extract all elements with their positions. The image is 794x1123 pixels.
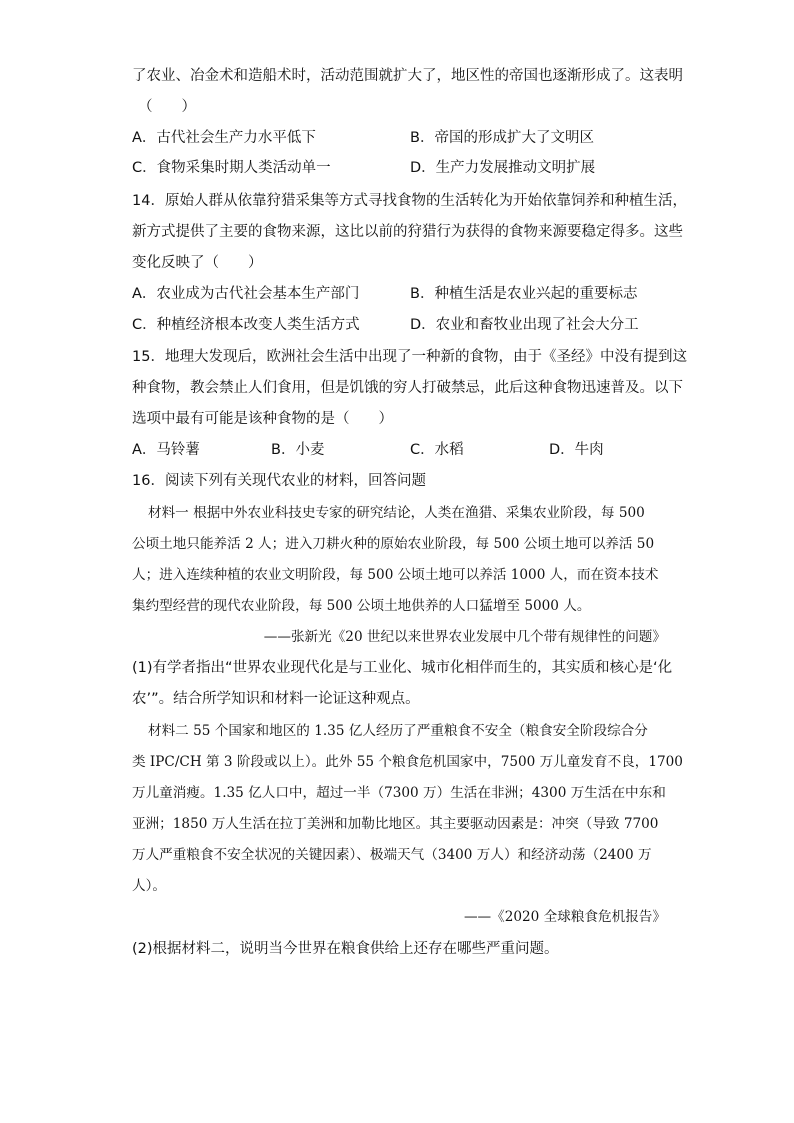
q16-sub1-line-2: 农’”。结合所学知识和材料一论证这种观点。 — [132, 691, 420, 707]
q13-option-a: A．古代社会生产力水平低下 — [132, 130, 316, 146]
q16-title: 16．阅读下列有关现代农业的材料，回答问题 — [132, 473, 426, 489]
q15-stem-line-3: 选项中最有可能是该种食物的是（ ） — [132, 411, 393, 427]
q15-option-c: C．水稻 — [410, 442, 464, 458]
q15-stem-line-2: 种食物，教会禁止人们食用，但是饥饿的穷人打破禁忌，此后这种食物迅速普及。以下 — [132, 380, 683, 396]
q13-option-c: C．食物采集时期人类活动单一 — [132, 160, 331, 176]
q13-option-b: B．帝国的形成扩大了文明区 — [410, 130, 594, 146]
q16-material2-line-4: 亚洲；1850 万人生活在拉丁美洲和加勒比地区。其主要驱动因素是：冲突（导致 7700 — [132, 816, 659, 832]
q16-material2-line-5: 万人严重粮食不安全状况的关键因素）、极端天气（3400 万人）和经济动荡（2400 万 — [132, 847, 652, 863]
q14-stem-line-2: 新方式提供了主要的食物来源，这比以前的狩猎行为获得的食物来源要稳定得多。这些 — [132, 224, 683, 240]
q13-answer-blank: （ ） — [138, 99, 196, 115]
q16-source-1: ——张新光《20 世纪以来世界农业发展中几个带有规律性的问题》 — [263, 629, 666, 645]
q15-option-d: D．牛肉 — [549, 442, 604, 458]
q14-option-b: B．种植生活是农业兴起的重要标志 — [410, 286, 638, 302]
q14-stem-line-3: 变化反映了（ ） — [132, 255, 263, 271]
q16-material1-line-3: 人；进入连续种植的农业文明阶段，每 500 公顷土地可以养活 1000 人，而在资本技术 — [132, 567, 659, 583]
q16-material1-line-2: 公顷土地只能养活 2 人；进入刀耕火种的原始农业阶段，每 500 公顷土地可以养活 50 — [132, 536, 655, 552]
q13-stem-tail: 了农业、冶金术和造船术时，活动范围就扩大了，地区性的帝国也逐渐形成了。这表明 — [132, 68, 683, 84]
q16-sub2: (2)根据材料二，说明当今世界在粮食供给上还存在哪些严重问题。 — [132, 941, 559, 957]
q16-sub1-line-1: (1)有学者指出“世界农业现代化是与工业化、城市化相伴而生的，其实质和核心是‘化 — [132, 660, 673, 676]
q16-material1-line-1: 材料一 根据中外农业科技史专家的研究结论，人类在渔猎、采集农业阶段，每 500 — [148, 505, 645, 521]
q16-material2-line-3: 万儿童消瘦。1.35 亿人口中，超过一半（7300 万）生活在非洲；4300 万生活在中东和 — [132, 785, 666, 801]
q13-option-d: D．生产力发展推动文明扩展 — [410, 160, 596, 176]
q16-material2-line-1: 材料二 55 个国家和地区的 1.35 亿人经历了严重粮食不安全（粮食安全阶段综合分 — [148, 723, 648, 739]
q16-material2-line-2: 类 IPC/CH 第 3 阶段或以上）。此外 55 个粮食危机国家中，7500 万儿童发育不良，1700 — [132, 754, 683, 770]
q14-option-c: C．种植经济根本改变人类生活方式 — [132, 317, 360, 333]
q16-material1-line-4: 集约型经营的现代农业阶段，每 500 公顷土地供养的人口猛增至 5000 人。 — [132, 598, 591, 614]
q14-option-a: A．农业成为古代社会基本生产部门 — [132, 286, 360, 302]
q16-source-2: ——《2020 全球粮食危机报告》 — [463, 909, 666, 925]
q16-material2-line-6: 人）。 — [132, 878, 166, 894]
q14-option-d: D．农业和畜牧业出现了社会大分工 — [410, 317, 639, 333]
q15-stem-line-1: 15．地理大发现后，欧洲社会生活中出现了一种新的食物，由于《圣经》中没有提到这 — [132, 349, 687, 365]
q14-stem-line-1: 14．原始人群从依靠狩猎采集等方式寻找食物的生活转化为开始依靠饲养和种植生活， — [132, 193, 687, 209]
q15-option-b: B．小麦 — [271, 442, 325, 458]
q15-option-a: A．马铃薯 — [132, 442, 200, 458]
